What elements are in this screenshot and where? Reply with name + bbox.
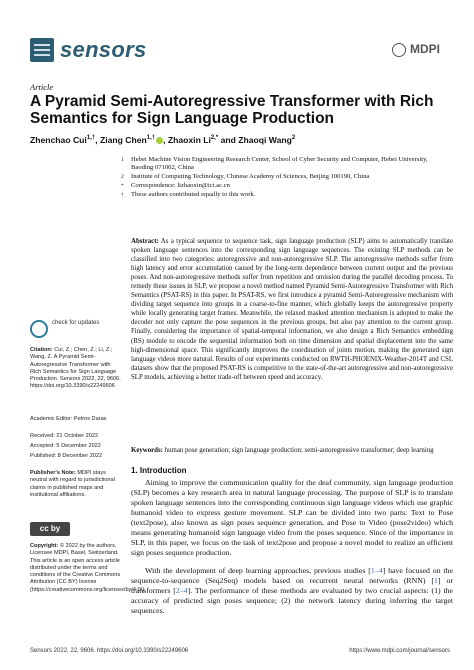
journal-name: sensors <box>60 37 147 62</box>
keywords-text: human pose generation; sign language production; semi-autoregressive transformer; deep learning <box>164 447 434 454</box>
reference-link[interactable]: 1 <box>434 576 438 585</box>
check-updates-label[interactable]: check for updates <box>52 320 100 326</box>
correspondence: * Correspondence: lizhaoxin@ict.ac.cn <box>121 182 230 189</box>
article-title: A Pyramid Semi-Autoregressive Transformer with Rich Semantics for Sign Language Production <box>30 93 434 127</box>
article-type: Article <box>30 82 54 92</box>
keywords <box>131 446 453 455</box>
publisher-note: Publisher's Note: MDPI stays neutral with regard to jurisdictional claims in published maps and institutional affiliations. <box>30 470 115 498</box>
copyright: Copyright: © 2022 by the authors. Licensee MDPI, Basel, Switzerland. This article is an open access article distributed under the terms and conditions of the Creative Commons Attribution (CC BY) license (https://creativecommons.org/licenses/by/4.0/). <box>30 543 146 593</box>
accepted-date: Accepted: 5 December 2022 <box>30 443 101 449</box>
author-separator: and <box>220 135 236 145</box>
abstract-label: Abstract: <box>131 238 159 245</box>
journal-logo-icon <box>30 38 54 62</box>
author-list: Zhenchao Cui$^{1,\dagger}$, Ziang Chen$^{1,\dagger}$ , Zhaoxin $Li^{2,*}$ and Zhaoqi Wang$^2$ <box>30 135 296 145</box>
published-date: Published: 8 December 2022 <box>30 453 103 459</box>
affiliation: 2 Institute of Computing Technology, Chinese Academy of Sciences, Beijing 100190, China <box>121 173 370 180</box>
intro-paragraph: Aiming to improve the communication quality for the deaf community, sign language production (SLP) becomes a key research area in natural language processing. The purpose of SLP is to translate spoken language sentences into the corresponding continuous sign language videos which use graphic humanoid video to express gesture movement. SLP can be divided into two parts: Text to Pose (text2pose), also known as sign poses sequence generation, and Pose to Video (pose2video) which means generating humanoid sign language video from the poses sequence. Since of the importance in SLP, in this paper, we focus on the task of text2pose and propose a novel model to realize an efficient sign poses sequence production. <box>131 478 453 557</box>
intro-paragraph: With the development of deep learning approaches, previous studies [1–4] have focused on the sequence-to-sequence (Seq2Seq) models based on recurrent neural networks (RNN) [1] or transformers [2–4]. The performance of these methods are evaluated by two crucial aspects: (1) the accuracy of predicted sign poses sequence; (2) the network latency during inferring the target sequences. <box>131 566 454 615</box>
author-name[interactable]: Zhaoqi Wang <box>238 135 292 145</box>
abstract-text: As a typical sequence to sequence task, sign language production (SLP) aims to automatically translate spoken language sentences into the corresponding sign language sequences. The existing SLP methods can be classified into two categories: autoregressive and non-autoregressive SLP. The autoregressive methods suffer from high latency and error accumulation caused by the long-term dependence between current output and the previous poses. And non-autoregressive methods suffer from repetition and omission during the parallel decoding process. To remedy these issues in SLP, we propose a novel method named Pyramid Semi-Autoregressive Transformer with Rich Semantics (PSAT-RS) in this paper. In PSAT-RS, we first introduce a pyramid Semi-Autoregressive mechanism with dividing target sequence into groups in a coarse-to-fine manner, which globally keeps the autoregressive property while locally generating target frames. Meanwhile, the relaxed masked attention mechanism is adopted to make the decoder not only capture the pose sequences in the previous groups, but also pay attention to the current group. Finally, considering the importance of spatial-temporal information, we also design a Rich Semantics embedding (RS) module to encode the sequential information both on time dimension and spatial displacement into the same high-dimensional space. This significantly improves the coordination of joints motion, making the generated sign language videos more natural. Results of our experiments conducted on RWTH-PHOENIX-Weather-2014T and CSL datasets show that the proposed PSAT-RS is competitive to the state-of-the-art autoregressive and non-autoregressive SLP models, achieving a better trade-off between speed and accuracy. <box>131 238 453 381</box>
footer-journal-link[interactable]: https://www.mdpi.com/journal/sensors <box>349 648 450 654</box>
mdpi-logo-icon <box>392 43 406 57</box>
section-heading: 1. Introduction <box>131 466 187 475</box>
orcid-icon[interactable] <box>156 137 163 144</box>
author-name[interactable]: Zhenchao Cui <box>30 135 87 145</box>
abstract <box>131 237 453 382</box>
affiliation: 1 Hebei Machine Vision Engineering Research Center, School of Cyber Security and Computer, Hebei University, Baoding 071002, China <box>121 156 428 171</box>
reference-link[interactable]: 1–4 <box>370 566 383 575</box>
citation: Citation: Cui, Z.; Chen, Z.; Li, Z.; Wang, Z. A Pyramid Semi-Autoregressive Transformer with Rich Semantics for Sign Language Production. Sensors 2022, 22, 9606. https://doi.org/10.3390/s22249606 <box>30 347 121 390</box>
keywords-label: Keywords: <box>131 447 163 454</box>
reference-link[interactable]: 2–4 <box>175 586 188 595</box>
publisher-name: MDPI <box>410 42 440 56</box>
equal-contribution-note: † These authors contributed equally to this work. <box>121 191 256 198</box>
received-date: Received: 21 October 2022 <box>30 433 99 439</box>
author-name[interactable]: Ziang Chen <box>99 135 147 145</box>
academic-editor: Academic Editor: Petros Daras <box>30 416 107 422</box>
cc-license-icon[interactable]: cc by <box>30 522 70 536</box>
author-name[interactable]: Zhaoxin Li <box>167 135 211 145</box>
footer-citation: Sensors 2022, 22, 9606. https://doi.org/10.3390/s22249606 <box>30 648 189 654</box>
check-updates-icon[interactable] <box>30 320 48 338</box>
